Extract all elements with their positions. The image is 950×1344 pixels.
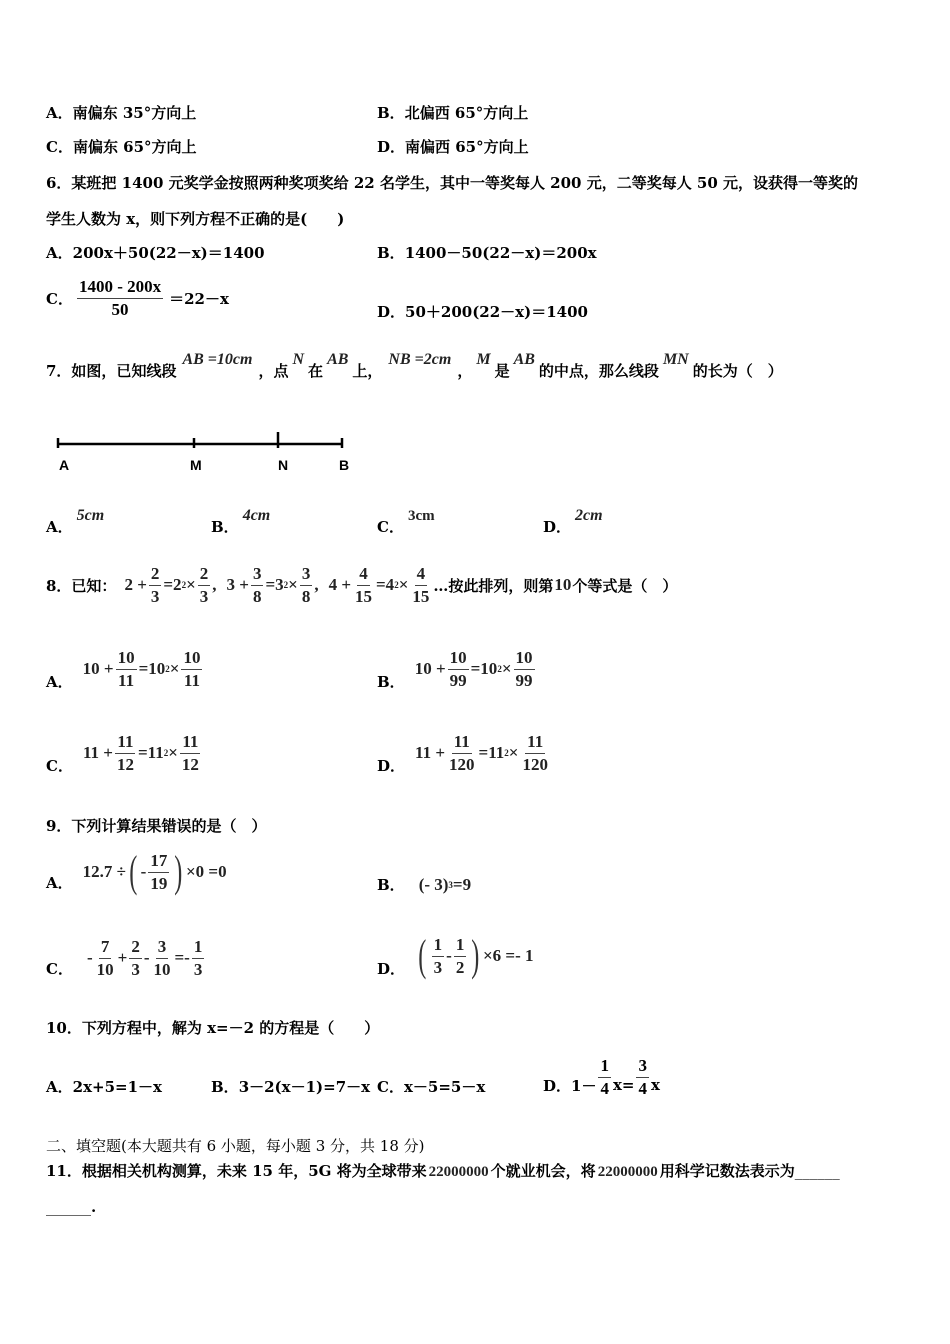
q8-example-1: 2 + $\frac{2}{3}$ =2 2 × $\frac{2}{3}$ , [124,563,217,606]
q8-option-a[interactable]: A． 10 + $\frac{10}{11}$ =10 2 × $\frac{10}{11}$ [46,647,201,691]
label-b: B [339,457,350,473]
q7-option-d[interactable]: D．2cm [543,507,603,536]
q5-option-c[interactable]: C．南偏东 65°方向上 [46,138,197,156]
q7-stem: 7．如图，已知线段 AB =10cm ，点 N 在 AB 上， NB =2cm ， M 是 AB 的中点，那么线段 MN 的长为（ ） [46,351,783,380]
q6-option-a[interactable]: A．200x＋50(22－x)＝1400 [46,244,265,262]
label-n: N [278,457,289,473]
q7-option-b[interactable]: B．4cm [211,507,271,536]
q6-option-c[interactable]: C． $\frac{1400 - 200x}{50}$ ＝22－x [46,277,229,319]
q11-blank-continuation[interactable]: ______. [46,1198,97,1216]
q6-stem-line1: 6．某班把 1400 元奖学金按照两种奖项奖给 22 名学生，其中一等奖每人 200 元，二等奖每人 50 元，设获得一等奖的 [46,174,859,192]
q10-stem: 10．下列方程中，解为 x=－2 的方程是（ ） [46,1019,380,1037]
q6-c-fraction: $\frac{1400 - 200x}{50}$ [78,277,162,319]
q5-option-d[interactable]: D．南偏西 65°方向上 [377,138,529,156]
q9-option-c[interactable]: C． - $\frac{7}{10}$ + $\frac{2}{3}$ - $\frac{3}{10}$ =- $\frac{1}{3}$ [46,936,203,979]
q5-option-b[interactable]: B．北偏西 65°方向上 [377,104,529,122]
q6-option-b[interactable]: B．1400－50(22－x)＝200x [377,244,597,262]
q5-option-a[interactable]: A．南偏东 35°方向上 [46,104,197,122]
q10-option-b[interactable]: B．3－2(x－1)=7－x [211,1078,371,1096]
q8-example-3: 4 + $\frac{4}{15}$ =4 2 × $\frac{4}{15}$ [328,563,430,606]
q10-option-c[interactable]: C．x－5=5－x [377,1078,486,1096]
q9-option-d[interactable]: D． ( $\frac{1}{3}$ - $\frac{1}{2}$ ) ×6 =- 1 [377,931,534,980]
q6-option-d[interactable]: D．50＋200(22－x)＝1400 [377,303,588,321]
q7-option-a[interactable]: A．5cm [46,507,105,536]
q8-option-d[interactable]: D． 11 + $\frac{11}{120}$ =11 2 × $\frac{11}{120}$ [377,731,548,775]
q9-option-b[interactable]: B． (- 3) 3 =9 [377,874,472,894]
q9-option-a[interactable]: A． 12.7 ÷ ( - $\frac{17}{19}$ ) ×0 =0 [46,847,227,896]
segment-figure [50,430,360,480]
q11-stem: 11．根据相关机构测算，未来 15 年，5G 将为全球带来 22000000 个就业机会，将 22000000 用科学记数法表示为 ______ [46,1162,840,1180]
q8-example-2: 3 + $\frac{3}{8}$ =3 2 × $\frac{3}{8}$ , [226,563,319,606]
section-2-title: 二、填空题(本大题共有 6 小题，每小题 3 分，共 18 分) [46,1137,425,1155]
q9-stem: 9．下列计算结果错误的是（ ） [46,817,267,835]
q8-stem: 8．已知： 2 + $\frac{2}{3}$ =2 2 × $\frac{2}{3}$ , 3 + $\frac{3}{8}$ =3 2 × $\frac{3}{8}$ , 4 + $\frac{4}{15}$ =4 2 × $\frac{4}{15}$ …按此排列，则第 10 个等式是（ ） [46,563,678,606]
q8-option-b[interactable]: B． 10 + $\frac{10}{99}$ =10 2 × $\frac{10}{99}$ [377,647,533,691]
label-a: A [59,457,70,473]
q10-option-d[interactable]: D． 1－ $\frac{1}{4}$ x= $\frac{3}{4}$ x [543,1055,660,1098]
label-m: M [190,457,202,473]
q6-stem-line2: 学生人数为 x，则下列方程不正确的是( ) [46,210,345,228]
q11-answer-blank[interactable]: ______ [794,1162,840,1180]
q8-option-c[interactable]: C． 11 + $\frac{11}{12}$ =11 2 × $\frac{11}{12}$ [46,731,199,775]
q7-option-c[interactable]: C．3cm [377,508,435,536]
q10-option-a[interactable]: A．2x+5=1－x [46,1078,162,1096]
